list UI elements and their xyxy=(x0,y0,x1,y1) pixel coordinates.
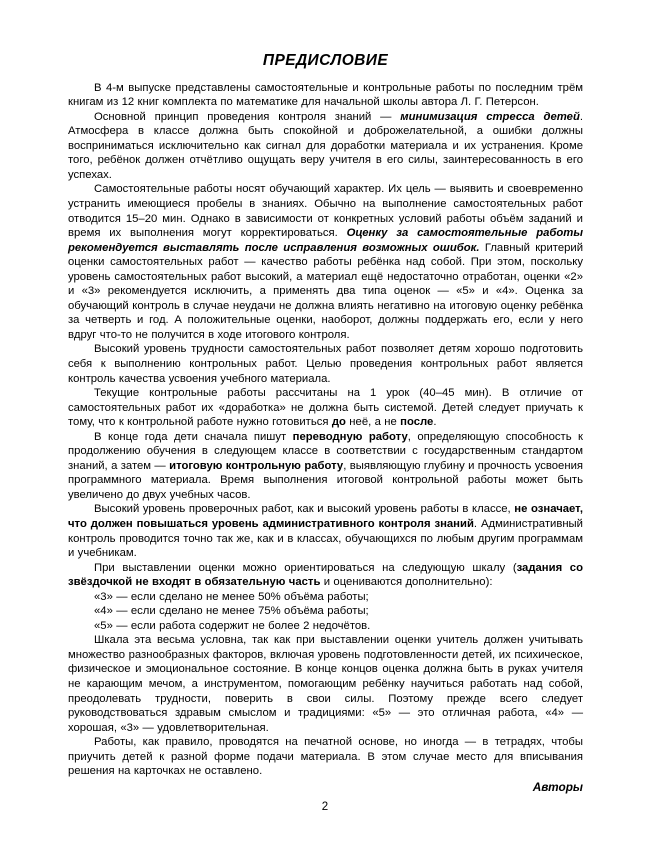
paragraph-list xyxy=(68,81,583,779)
grade-scale-item: «3» — если сделано не менее 50% объёма работы; xyxy=(94,590,369,603)
body-paragraph: Работы, как правило, проводятся на печатной основе, но иногда — в тетрадях, чтобы приучить детей к разной форме подачи материала. В этом случае место для вписывания решения на карточках не оставлено. xyxy=(68,736,583,778)
body-paragraph: Высокий уровень проверочных работ, как и высокий уровень работы в классе, не означает, что должен повышаться уровень административного контроля знаний. Административный контроль проводится точно так же, как и в классах, обучающихся по любым другим программам и учебникам. xyxy=(68,503,583,560)
grade-scale-item: «5» — если работа содержит не более 2 недочётов. xyxy=(94,619,371,632)
body-paragraph: Основной принцип проведения контроля знаний — минимизация стресса детей. Атмосфера в классе должна быть спокойной и доброжелательной, а ошибки должны восприниматься исключительно как сигнал для доработки материала и их устранения. Кроме того, ребёнок должен отчётливо ощущать веру учителя в его силы, заинтересованность в его успехах. xyxy=(68,110,583,181)
document-body xyxy=(68,52,583,795)
body-paragraph: Самостоятельные работы носят обучающий характер. Их цель — выявить и своевременно устранить имеющиеся пробелы в знаниях. Обычно на выполнение самостоятельных работ отводится 15–20 мин. Однако в зависимости от конкретных условий работы объём заданий и время их выполнения могут корректироваться. Оценку за самостоятельные работы рекомендуется выставлять после исправления возможных ошибок. Главный критерий оценки самостоятельных работ — качество работы ребёнка над собой. При этом, поскольку уровень самостоятельных работ высокий, а материал ещё недостаточно отработан, оценки «2» и «3» рекомендуется исключить, а применять два типа оценок — «5» и «4». Оценка за обучающий контроль в случае неудачи не должна влиять негативно на итоговую оценку ребёнка за четверть и год. А положительные оценки, наоборот, должны поддержать его, если у него вдруг что-то не получится в ходе итогового контроля. xyxy=(68,183,584,341)
grade-scale-item: «4» — если сделано не менее 75% объёма работы; xyxy=(94,605,369,618)
emphasis-bold: переводную работу xyxy=(292,430,408,443)
signature: Авторы xyxy=(532,779,583,794)
page-title: ПРЕДИСЛОВИЕ xyxy=(262,52,389,69)
page-number: 2 xyxy=(321,801,329,813)
body-paragraph: В 4-м выпуске представлены самостоятельные и контрольные работы по последним трём книгам из 12 книг комплекта по математике для начальной школы автора Л. Г. Петерсон. xyxy=(68,81,583,109)
emphasis-bold: не означает, что должен повышаться уровень административного контроля знаний xyxy=(68,503,583,530)
emphasis-bold-italic: Оценку за самостоятельные работы рекомендуется выставлять после исправления возможных ошибок. xyxy=(68,227,583,254)
body-paragraph: В конце года дети сначала пишут переводную работу, определяющую способность к продолжению обучения в следующем классе в соответствии с государственным стандартом знаний, а затем — итоговую контрольную работу, выявляющую глубину и прочность усвоения программного материала. Время выполнения итоговой контрольной работы может быть увеличено до двух учебных часов. xyxy=(68,430,583,501)
body-paragraph: Текущие контрольные работы рассчитаны на 1 урок (40–45 мин). В отличие от самостоятельных работ их «доработка» не должна быть системой. Детей следует приучать к тому, что к контрольной работе нужно готовиться до неё, а не после. xyxy=(68,387,583,429)
emphasis-bold: после xyxy=(400,416,434,429)
emphasis-bold: до xyxy=(331,416,346,429)
body-paragraph: При выставлении оценки можно ориентироваться на следующую шкалу (задания со звёздочкой не входят в обязательную часть и оцениваются дополнительно): xyxy=(68,561,583,589)
emphasis-bold: итоговую контрольную работу xyxy=(169,459,344,472)
body-paragraph: Высокий уровень трудности самостоятельных работ позволяет детям хорошо подготовить себя к выполнению контрольных работ. Целью проведения контрольных работ является контроль качества усвоения учебного материала. xyxy=(68,343,583,385)
emphasis-bold: задания со звёздочкой не входят в обязательную часть xyxy=(68,561,583,589)
body-paragraph: Шкала эта весьма условна, так как при выставлении оценки учитель должен учитывать множество разнообразных факторов, включая уровень подготовленности детей, их психическое, физическое и эмоциональное состояние. В конце концов оценка должна быть в руках учителя не карающим мечом, а инструментом, помогающим ребёнку научиться работать над собой, преодолевать трудности, поверить в свои силы. Поэтому прежде всего следует руководствоваться здравым смыслом и традициями: «5» — это отличная работа, «4» — хорошая, «3» — удовлетворительная. xyxy=(68,634,583,734)
emphasis-bold-italic: минимизация стресса детей xyxy=(400,110,580,123)
